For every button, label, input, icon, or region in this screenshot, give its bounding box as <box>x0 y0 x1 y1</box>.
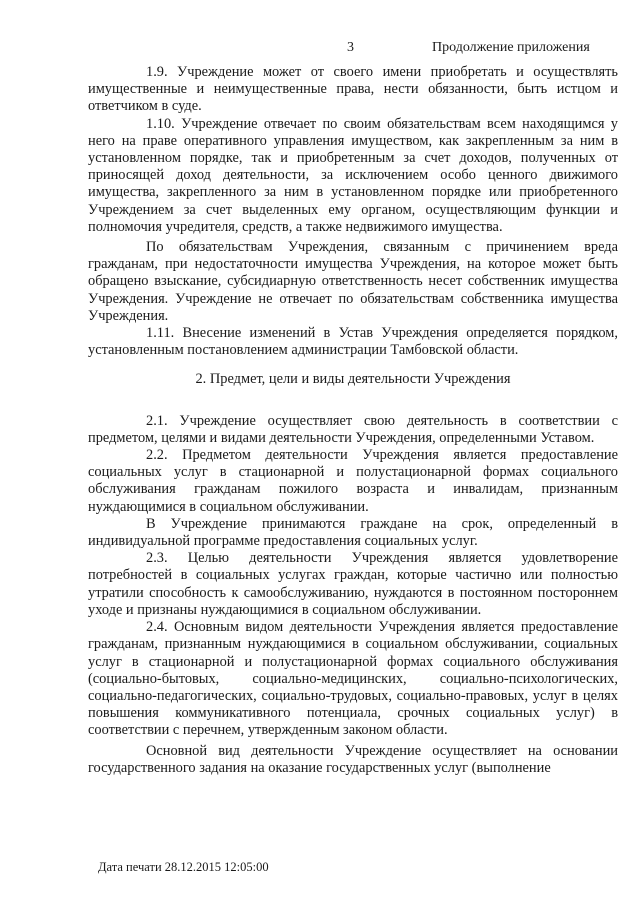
paragraph-2-4: 2.4. Основным видом деятельности Учреждения является предоставление гражданам, признанным нуждающимися в социальном обслуживании, социальных услуг в стационарной и полустационарной формах социального обслуживания (социально-бытовых, социально-медицинских, социально-психологических, социально-педагогических, социально-трудовых, социально-правовых, услуг в целях повышения коммуникативного потенциала, срочных социальных услуг) в соответствии с перечнем, утвержденным законом области. <box>88 619 618 739</box>
paragraph-2-1: 2.1. Учреждение осуществляет свою деятельность в соответствии с предметом, целями и видами деятельности Учреждения, определенными Уставом. <box>88 412 618 446</box>
page-number: 3 <box>347 40 354 55</box>
paragraph-2-2-continued: В Учреждение принимаются граждане на срок, определенный в индивидуальной программе предоставления социальных услуг. <box>88 515 618 550</box>
section-2-title: 2. Предмет, цели и виды деятельности Учреждения <box>195 371 511 388</box>
paragraph-2-3: 2.3. Целью деятельности Учреждения является удовлетворение потребностей в социальных услугах граждан, которые частично или полностью утратили способность к самообслуживанию, нуждаются в постоянном постороннем уходе и признаны нуждающимися в социальном обслуживании. <box>88 550 618 618</box>
document-body <box>88 64 618 777</box>
paragraph-1-10: 1.10. Учреждение отвечает по своим обязательствам всем находящимся у него на праве оперативного управления имуществом, как закрепленным за ним в установленном порядке, так и приобретенным за счет доходов, полученных от приносящей доход деятельности, за исключением особо ценного движимого имущества, закрепленного за ним в установленном порядке или приобретенного Учреждением за счет выделенных ему органом, осуществляющим функции и полномочия учредителя, средств, а также недвижимого имущества. <box>88 115 618 235</box>
appendix-note: Продолжение приложения <box>432 40 590 55</box>
page-header <box>0 40 640 62</box>
print-date-footer: Дата печати 28.12.2015 12:05:00 <box>98 860 269 874</box>
paragraph-1-9: 1.9. Учреждение может от своего имени приобретать и осуществлять имущественные и неимущественные права, нести обязанности, быть истцом и ответчиком в суде. <box>88 64 618 115</box>
paragraph-2-4-continued: Основной вид деятельности Учреждение осуществляет на основании государственного задания на оказание государственных услуг (выполнение <box>88 742 618 776</box>
paragraph-1-11: 1.11. Внесение изменений в Устав Учреждения определяется порядком, установленным постановлением администрации Тамбовской области. <box>88 325 618 359</box>
paragraph-2-2: 2.2. Предметом деятельности Учреждения является предоставление социальных услуг в стационарной и полустационарной формах социального обслуживания гражданам пожилого возраста и инвалидам, признанным нуждающимися в социальном обслуживании. <box>88 447 618 515</box>
paragraph-1-10-continued: По обязательствам Учреждения, связанным с причинением вреда гражданам, при недостаточности имущества Учреждения, на которое может быть обращено взыскание, субсидиарную ответственность несет собственник имущества Учреждения. Учреждение не отвечает по обязательствам собственника имущества Учреждения. <box>88 239 618 324</box>
